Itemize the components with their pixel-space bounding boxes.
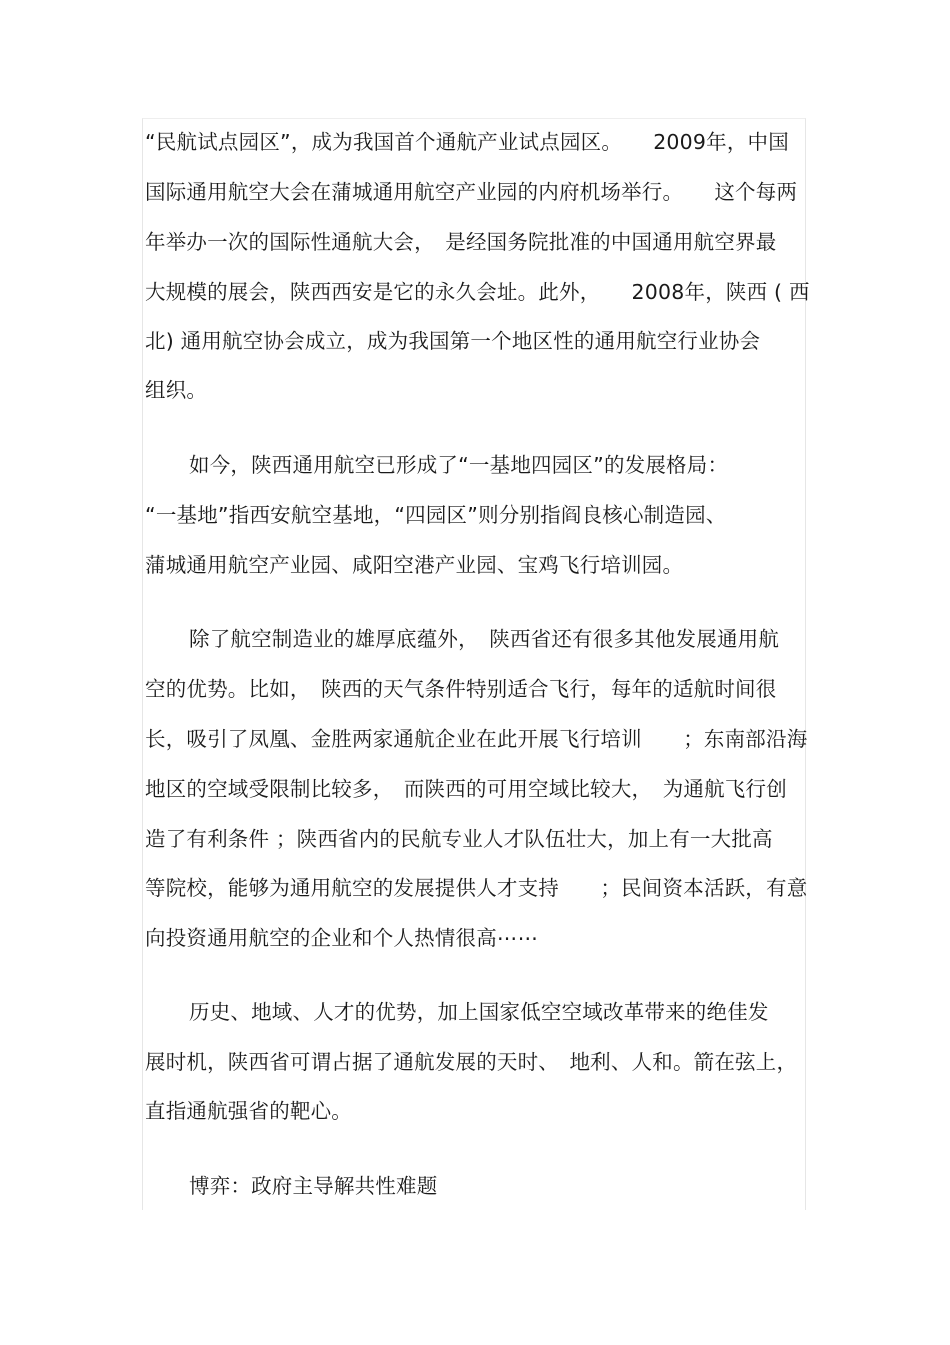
paragraph-3-line-2: 空的优势。比如， 陕西的天气条件特别适合飞行，每年的适航时间很: [145, 677, 777, 701]
paragraph-1-line-5: 北) 通用航空协会成立，成为我国第一个地区性的通用航空行业协会: [145, 329, 761, 353]
paragraph-1-line-6: 组织。: [145, 378, 208, 402]
paragraph-4-line-3: 直指通航强省的靶心。: [145, 1099, 352, 1123]
paragraph-3-line-3: 长，吸引了凤凰、金胜两家通航企业在此开展飞行培训 ；东南部沿海: [145, 727, 808, 751]
paragraph-3-line-6: 等院校，能够为通用航空的发展提供人才支持 ；民间资本活跃，有意: [145, 876, 808, 900]
paragraph-4-line-2: 展时机，陕西省可谓占据了通航发展的天时、 地利、人和。箭在弦上，: [145, 1050, 798, 1074]
paragraph-1-line-4: 大规模的展会，陕西西安是它的永久会址。此外， 2008年，陕西 ( 西: [145, 280, 810, 304]
paragraph-4-line-1: 历史、地域、人才的优势，加上国家低空空域改革带来的绝佳发: [189, 1000, 769, 1024]
paragraph-1-line-1: “民航试点园区”，成为我国首个通航产业试点园区。 2009年，中国: [145, 130, 789, 154]
section-heading: 博弈：政府主导解共性难题: [189, 1174, 438, 1198]
paragraph-3-line-5: 造了有利条件 ；陕西省内的民航专业人才队伍壮大，加上有一大批高: [145, 827, 773, 851]
paragraph-3-line-4: 地区的空域受限制比较多， 而陕西的可用空域比较大， 为通航飞行创: [145, 777, 787, 801]
paragraph-2-line-1: 如今，陕西通用航空已形成了“一基地四园区”的发展格局：: [189, 453, 729, 477]
paragraph-2-line-2: “一基地”指西安航空基地，“四园区”则分别指阎良核心制造园、: [145, 503, 727, 527]
paragraph-3-line-1: 除了航空制造业的雄厚底蕴外， 陕西省还有很多其他发展通用航: [189, 627, 780, 651]
paragraph-1-line-2: 国际通用航空大会在蒲城通用航空产业园的内府机场举行。 这个每两: [145, 180, 798, 204]
paragraph-3-line-7: 向投资通用航空的企业和个人热情很高⋯⋯: [145, 926, 539, 950]
paragraph-1-line-3: 年举办一次的国际性通航大会， 是经国务院批准的中国通用航空界最: [145, 230, 777, 254]
paragraph-2-line-3: 蒲城通用航空产业园、咸阳空港产业园、宝鸡飞行培训园。: [145, 553, 684, 577]
